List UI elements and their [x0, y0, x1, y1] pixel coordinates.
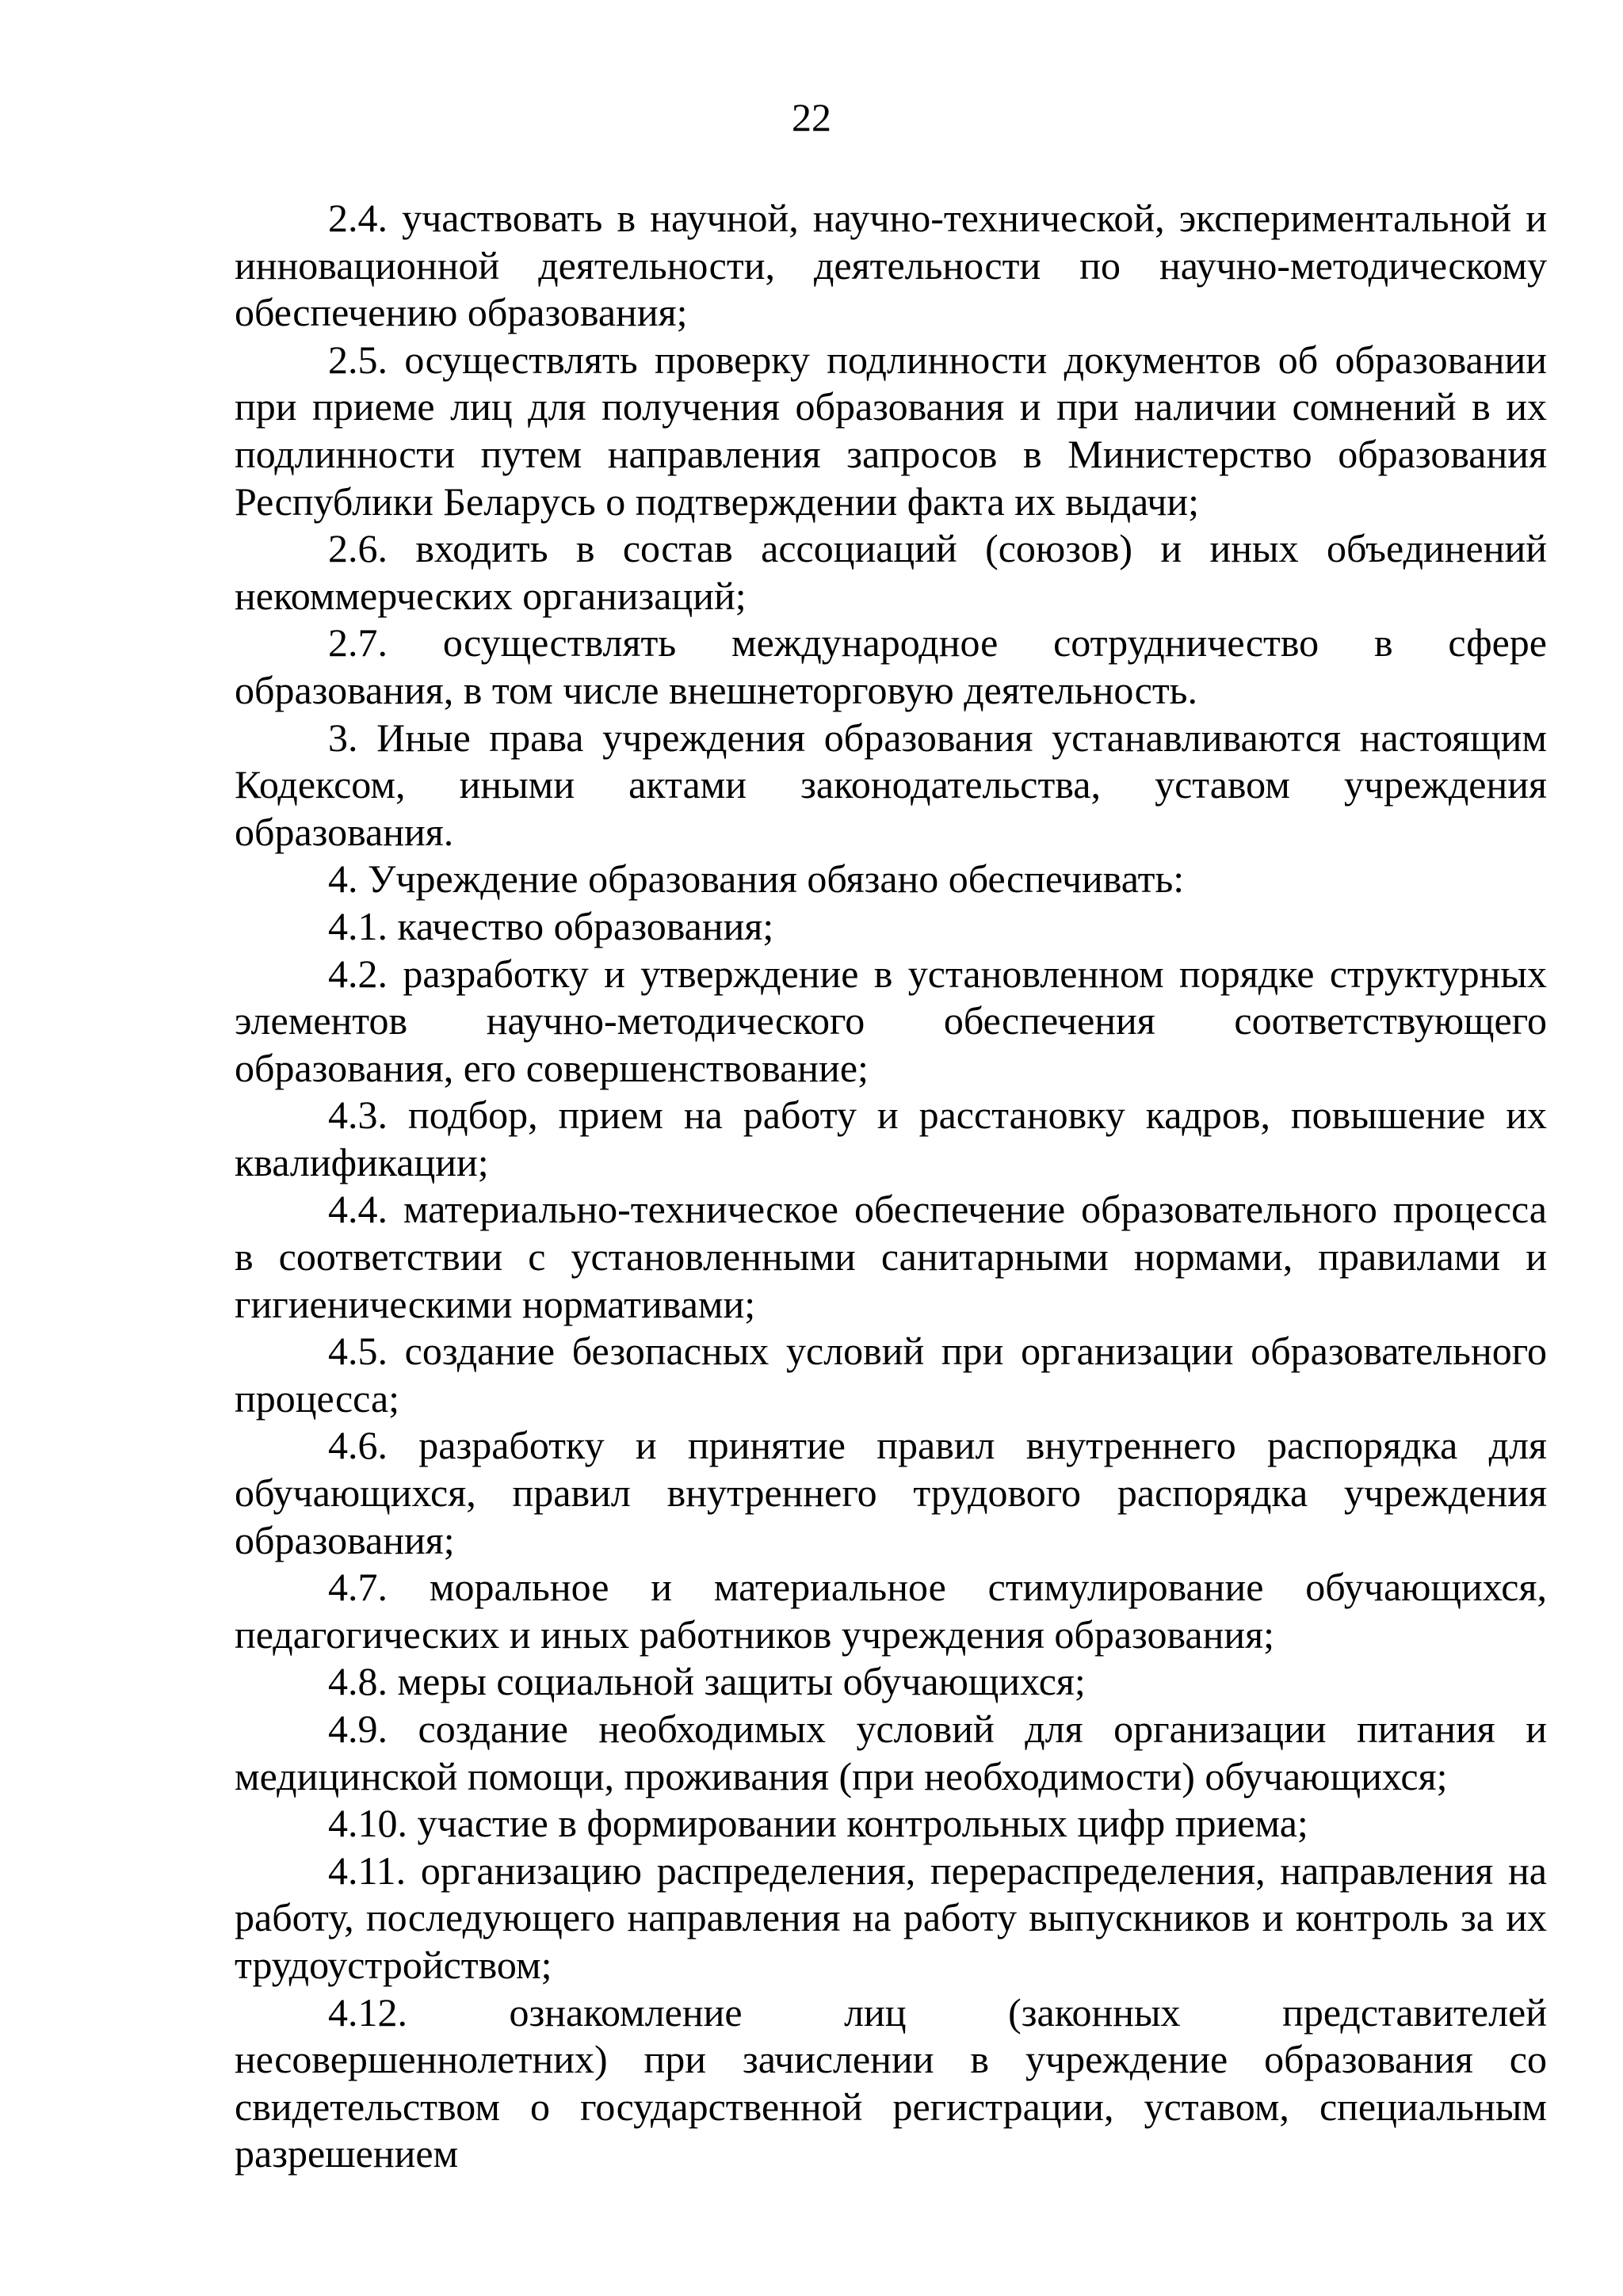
paragraph-4-5: 4.5. создание безопасных условий при организации образовательного процесса;: [235, 1329, 1547, 1421]
paragraph-4-1: 4.1. качество образования;: [328, 903, 774, 948]
document-body: [235, 195, 1547, 2178]
paragraph-4: 4. Учреждение образования обязано обеспечивать:: [328, 856, 1185, 902]
paragraph-2-7: 2.7. осуществлять международное сотрудничество в сфере образования, в том числе внешнеторговую деятельность.: [235, 620, 1547, 712]
paragraph-4-8: 4.8. меры социальной защиты обучающихся;: [328, 1659, 1086, 1704]
paragraph-3: 3. Иные права учреждения образования устанавливаются настоящим Кодексом, иными актами законодательства, уставом учреждения образования.: [235, 715, 1547, 854]
paragraph-4-11: 4.11. организацию распределения, перераспределения, направления на работу, последующего направления на работу выпускников и контроль за их трудоустройством;: [235, 1848, 1547, 1987]
paragraph-4-4: 4.4. материально-техническое обеспечение образовательного процесса в соответствии с установленными санитарными нормами, правилами и гигиеническими нормативами;: [235, 1187, 1547, 1326]
paragraph-4-7: 4.7. моральное и материальное стимулирование обучающихся, педагогических и иных работников учреждения образования;: [235, 1565, 1547, 1657]
paragraph-4-6: 4.6. разработку и принятие правил внутреннего распорядка для обучающихся, правил внутреннего трудового распорядка учреждения образования;: [235, 1423, 1547, 1562]
paragraph-4-3: 4.3. подбор, прием на работу и расстановку кадров, повышение их квалификации;: [235, 1093, 1547, 1184]
paragraph-4-10: 4.10. участие в формировании контрольных цифр приема;: [328, 1801, 1308, 1846]
page-number: 22: [792, 95, 831, 139]
paragraph-2-6: 2.6. входить в состав ассоциаций (союзов) и иных объединений некоммерческих организаций;: [235, 526, 1547, 618]
paragraph-4-9: 4.9. создание необходимых условий для организации питания и медицинской помощи, проживания (при необходимости) обучающихся;: [235, 1707, 1547, 1798]
paragraph-4-2: 4.2. разработку и утверждение в установленном порядке структурных элементов научно-методического обеспечения соответствующего образования, его совершенствование;: [235, 951, 1547, 1090]
paragraph-2-4: 2.4. участвовать в научной, научно-технической, экспериментальной и инновационной деятельности, деятельности по научно-методическому обеспечению образования;: [235, 196, 1547, 335]
paragraph-2-5: 2.5. осуществлять проверку подлинности документов об образовании при приеме лиц для получения образования и при наличии сомнений в их подлинности путем направления запросов в Министерство образования Республики Беларусь о подтверждении факта их выдачи;: [235, 337, 1547, 524]
paragraph-4-12: 4.12. ознакомление лиц (законных представителей несовершеннолетних) при зачислении в учреждение образования со свидетельством о государственной регистрации, уставом, специальным разрешением: [235, 1989, 1547, 2176]
